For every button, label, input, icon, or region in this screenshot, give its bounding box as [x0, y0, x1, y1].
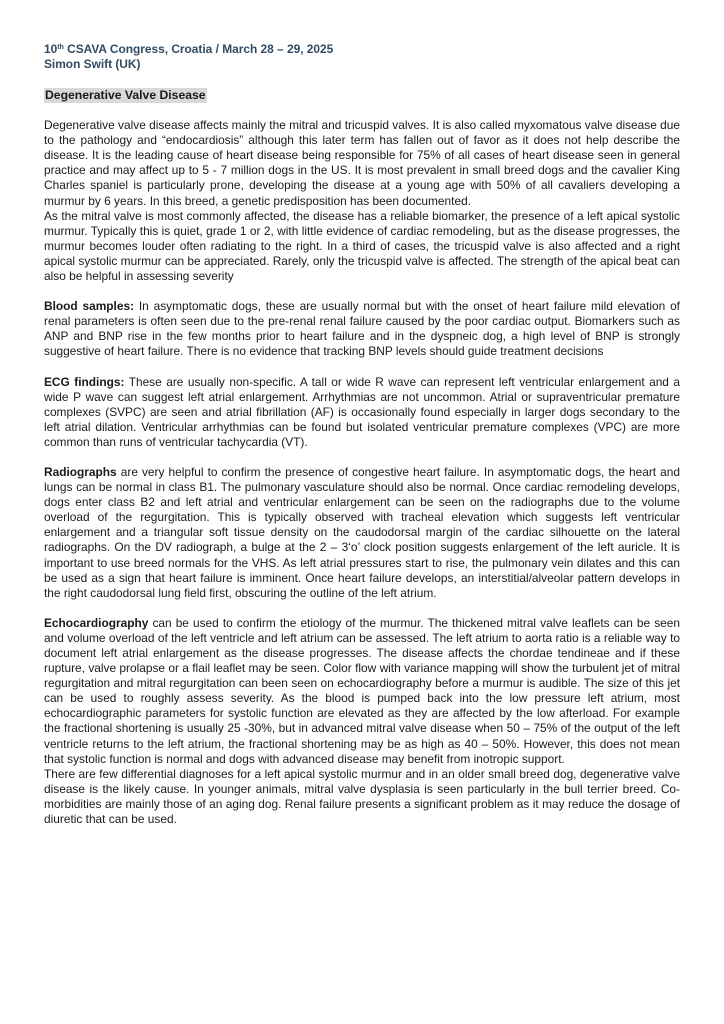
- title-wrap: [44, 88, 680, 103]
- intro-paragraph-2: As the mitral valve is most commonly affected, the disease has a reliable biomarker, the presence of a left apical systolic murmur. Typically this is quiet, grade 1 or 2, with little evidence of cardiac remodeling, but as the disease progresses, the murmur becomes louder often radiating to the right. In a third of cases, the tricuspid valve is also affected and a right apical systolic murmur can be appreciated. Rarely, only the tricuspid valve is affected. The strength of the apical beat can also be helpful in assessing severity: [44, 208, 680, 284]
- differential-diagnosis-paragraph: There are few differential diagnoses for a left apical systolic murmur and in an older small breed dog, degenerative valve disease is the likely cause. In younger animals, mitral valve dysplasia is seen particularly in the bull terrier breed. Co-morbidities are mainly those of an aging dog. Renal failure presents a significant problem as it may reduce the dosage of diuretic that can be used.: [44, 766, 680, 827]
- section-body: can be used to confirm the etiology of the murmur. The thickened mitral valve leaflets can be seen and volume overload of the left ventricle and left atrium can be assessed. The left atrium to aorta ratio is a reliable way to document left atrial enlargement as the disease progresses. The disease affects the chordae tendineae and if these rupture, valve prolapse or a flail leaflet may be seen. Color flow with variance mapping will show the turbulent jet of mitral regurgitation and mitral regurgitation can been seen on echocardiography before a murmur is audible. The size of this jet can be used to roughly assess severity. As the blood is pumped back into the low pressure left atrium, most echocardiographic parameters for systolic function are elevated as they are affected by the low afterload. For example the fractional shortening is usually 25 -30%, but in advanced mitral valve disease when 50 – 75% of the output of the left ventricle returns to the left atrium, the fractional shortening may be as high as 40 – 50%. However, this does not mean that systolic function is normal and dogs with advanced disease may benefit from inotropic support.: [44, 615, 680, 766]
- event-line: [44, 42, 680, 57]
- section-lead-blood-samples: Blood samples:: [44, 299, 135, 314]
- section-lead-echocardiography: Echocardiography: [44, 615, 149, 630]
- section-gap: [44, 601, 680, 616]
- section-ecg-findings: [44, 375, 680, 450]
- edition-number: 10: [44, 42, 58, 56]
- section-radiographs: [44, 465, 680, 601]
- document-title: Degenerative Valve Disease: [45, 88, 206, 102]
- speaker-name: Simon Swift (UK): [44, 57, 141, 71]
- section-body: These are usually non-specific. A tall or wide R wave can represent left ventricular enlargement and a wide P wave can suggest left atrial enlargement. Arrhythmias are not uncommon. Atrial or supraventricular premature complexes (SVPC) are seen and atrial fibrillation (AF) is occasionally found especially in larger dogs secondary to the left atrial dilation. Ventricular arrhythmias can be found but isolated ventricular premature complexes (VPC) are more common than runs of ventricular tachycardia (VT).: [44, 374, 681, 449]
- ecg-findings-paragraph: [44, 375, 680, 450]
- event-name: CSAVA Congress, Croatia / March 28 – 29, 2025: [63, 42, 334, 56]
- edition-suffix: th: [57, 44, 64, 51]
- blood-samples-paragraph: [44, 299, 680, 359]
- document-header: [44, 42, 680, 72]
- intro-section: [44, 118, 680, 284]
- section-body: In asymptomatic dogs, these are usually normal but with the onset of heart failure mild elevation of renal parameters is often seen due to the pre-renal renal failure caused by the poor cardiac output. Biomarkers such as ANP and BNP rise in the few months prior to heart failure and in the dyspneic dog, a high level of BNP is strongly suggestive of heart failure. There is no evidence that tracking BNP levels should guide treatment decisions: [44, 299, 680, 359]
- echocardiography-paragraph: [44, 616, 680, 767]
- section-echocardiography: [44, 616, 680, 827]
- section-blood-samples: [44, 299, 680, 359]
- radiographs-paragraph: [44, 465, 680, 601]
- intro-paragraph-1: Degenerative valve disease affects mainly the mitral and tricuspid valves. It is also called myxomatous valve disease due to the pathology and “endocardiosis” although this later term has fallen out of favor as it does not help describe the disease. It is the leading cause of heart disease being responsible for 75% of all cases of heart disease seen in general practice and may affect up to 5 - 7 million dogs in the US. It is most prevalent in small breed dogs and the cavalier King Charles spaniel is particularly prone, developing the disease at a young age with 50% of all cavaliers developing a murmur by 6 years. In this breed, a genetic predisposition has been documented.: [44, 118, 680, 208]
- document-page: [44, 42, 680, 827]
- section-lead-ecg-findings: ECG findings:: [44, 374, 125, 389]
- section-gap: [44, 284, 680, 299]
- section-gap: [44, 450, 680, 465]
- section-body: are very helpful to confirm the presence of congestive heart failure. In asymptomatic dogs, the heart and lungs can be normal in class B1. The pulmonary vasculature should also be normal. Once cardiac remodeling develops, dogs enter class B2 and left atrial and ventricular enlargement can be seen on the radiographs due to the volume overload of the regurgitation. This is typically observed with tracheal elevation which suggests left ventricular enlargement and a triangular soft tissue density on the caudodorsal margin of the cardiac silhouette on the lateral radiographs. On the DV radiograph, a bulge at the 2 – 3‘o’ clock position suggests enlargement of the left auricle. It is important to use breed normals for the VHS. As left atrial pressures start to rise, the pulmonary vein dilates and this can be used as a sign that heart failure is imminent. Once heart failure develops, an interstitial/alveolar pattern develops in the right caudodorsal lung field first, obscuring the outline of the left atrium.: [44, 464, 680, 600]
- section-gap: [44, 360, 680, 375]
- section-lead-radiographs: Radiographs: [44, 464, 117, 479]
